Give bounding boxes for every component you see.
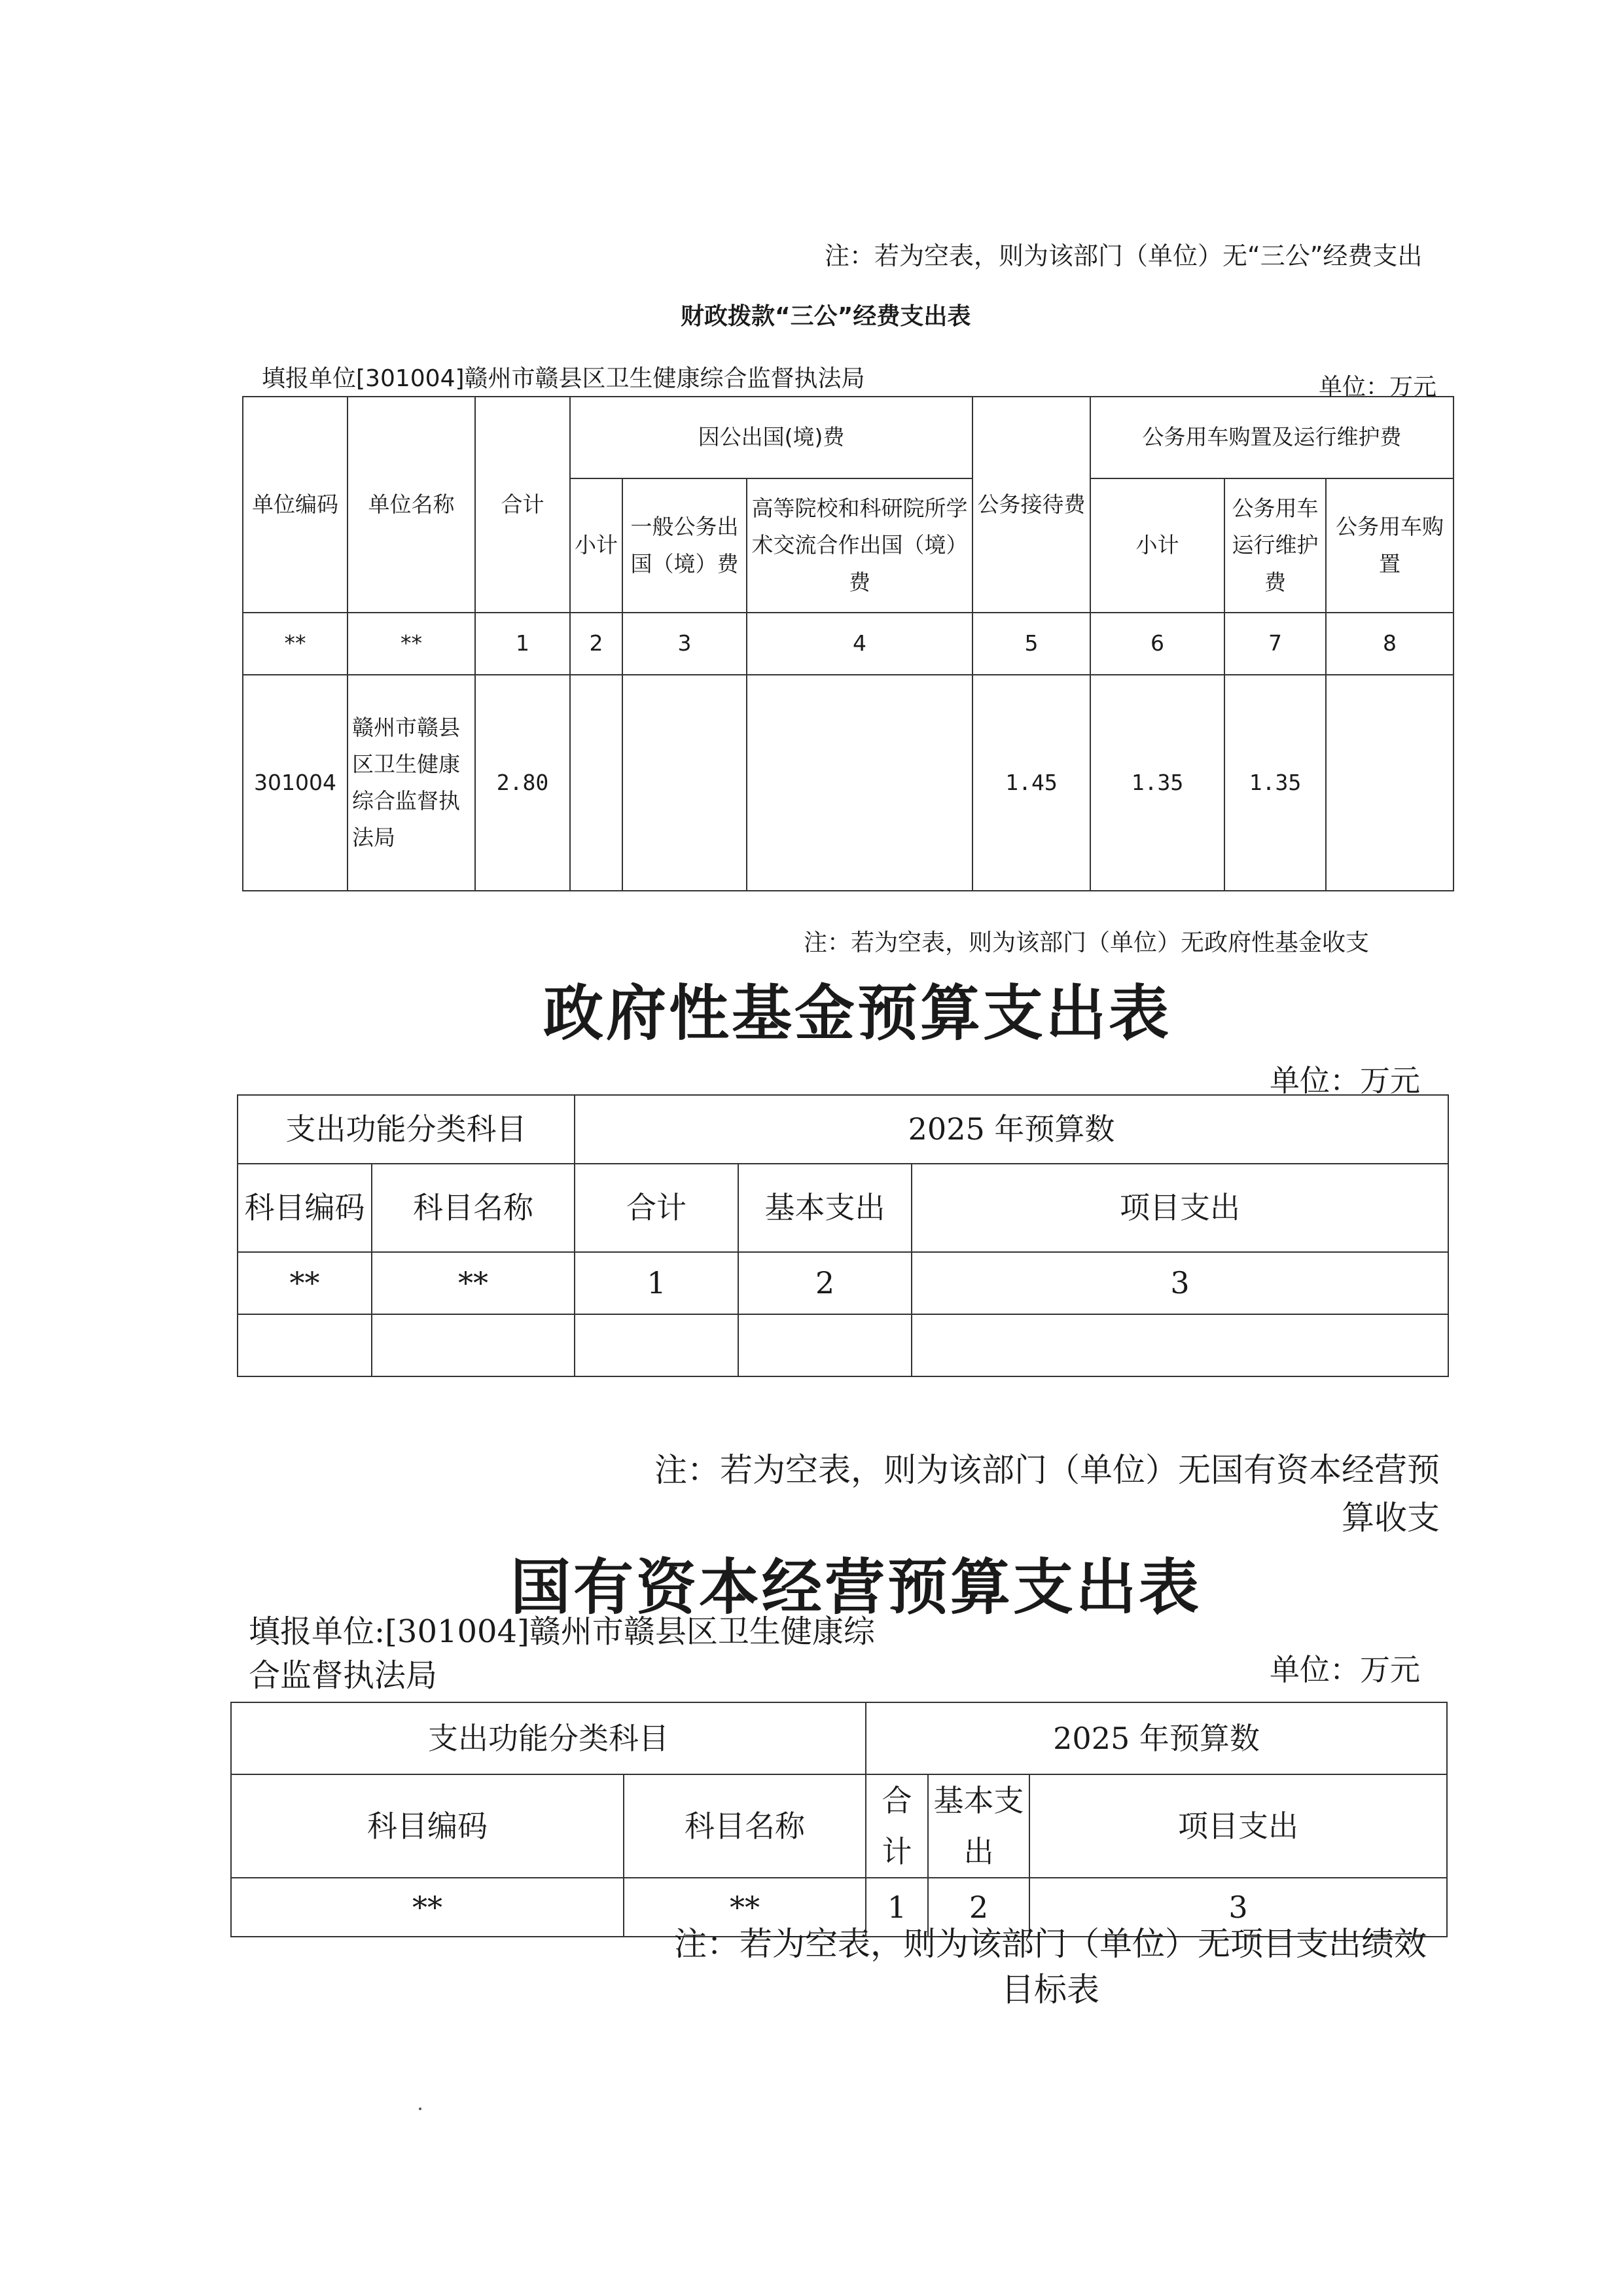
header-abroad: 因公出国(境)费 bbox=[570, 397, 972, 478]
unit-name: 赣州市赣县区卫生健康综合监督执法局 bbox=[348, 675, 475, 891]
header-project: 项目支出 bbox=[1029, 1774, 1447, 1878]
index-cell: 6 bbox=[1090, 613, 1224, 675]
index-cell: 3 bbox=[912, 1252, 1448, 1314]
header-code: 单位编码 bbox=[243, 397, 348, 613]
index-row bbox=[238, 1252, 1448, 1314]
index-cell: 2 bbox=[570, 613, 622, 675]
index-cell: 8 bbox=[1326, 613, 1454, 675]
index-cell: 3 bbox=[1029, 1878, 1447, 1937]
header-total: 合计 bbox=[575, 1164, 738, 1252]
index-cell: ** bbox=[348, 613, 475, 675]
header-abroad-academic: 高等院校和科研院所学术交流合作出国（境）费 bbox=[747, 478, 972, 613]
note-government-fund: 注：若为空表，则为该部门（单位）无政府性基金收支 bbox=[804, 929, 1370, 956]
note-three-public: 注：若为空表，则为该部门（单位）无“三公”经费支出 bbox=[825, 242, 1423, 270]
header-total: 合计 bbox=[475, 397, 570, 613]
header-reception: 公务接待费 bbox=[972, 397, 1090, 613]
table-row bbox=[243, 675, 1454, 891]
table-title-state-capital: 国有资本经营预算支出表 bbox=[510, 1552, 1202, 1623]
state-capital-table bbox=[230, 1702, 1448, 1937]
vehicle-buy-value bbox=[1326, 675, 1454, 891]
header-total: 合计 bbox=[866, 1774, 928, 1878]
abroad-general-value bbox=[622, 675, 747, 891]
vehicle-subtotal-value: 1.35 bbox=[1090, 675, 1224, 891]
header-category: 支出功能分类科目 bbox=[231, 1702, 866, 1774]
empty-cell bbox=[372, 1314, 575, 1376]
vehicle-run-value: 1.35 bbox=[1224, 675, 1326, 891]
abroad-academic-value bbox=[747, 675, 972, 891]
index-cell: ** bbox=[238, 1252, 372, 1314]
index-cell: ** bbox=[372, 1252, 575, 1314]
index-cell: 2 bbox=[738, 1252, 912, 1314]
index-cell: ** bbox=[243, 613, 348, 675]
index-cell: 5 bbox=[972, 613, 1090, 675]
header-category: 支出功能分类科目 bbox=[238, 1095, 575, 1164]
header-budget: 2025 年预算数 bbox=[866, 1702, 1447, 1774]
index-row bbox=[243, 613, 1454, 675]
empty-cell bbox=[238, 1314, 372, 1376]
unit-label: 单位：万元 bbox=[1270, 1652, 1420, 1687]
header-abroad-subtotal: 小计 bbox=[570, 478, 622, 613]
header-abroad-general: 一般公务出国（境）费 bbox=[622, 478, 747, 613]
table-title-government-fund: 政府性基金预算支出表 bbox=[543, 978, 1172, 1049]
unit-label: 单位：万元 bbox=[1319, 374, 1437, 401]
fill-unit: 填报单位:[301004]赣州市赣县区卫生健康综合监督执法局 bbox=[249, 1613, 875, 1695]
empty-cell bbox=[738, 1314, 912, 1376]
unit-code: 301004 bbox=[243, 675, 348, 891]
index-cell: 4 bbox=[747, 613, 972, 675]
reception-value: 1.45 bbox=[972, 675, 1090, 891]
empty-cell bbox=[575, 1314, 738, 1376]
note-performance-targets: 注：若为空表，则为该部门（单位）无项目支出绩效目标表 bbox=[674, 1925, 1427, 2009]
table-title-three-public: 财政拨款“三公”经费支出表 bbox=[681, 303, 971, 330]
header-vehicle-buy: 公务用车购置 bbox=[1326, 478, 1454, 613]
government-fund-table bbox=[237, 1094, 1449, 1377]
index-cell: 1 bbox=[866, 1878, 928, 1937]
index-cell: 2 bbox=[928, 1878, 1029, 1937]
header-code: 科目编码 bbox=[231, 1774, 624, 1878]
header-name: 科目名称 bbox=[624, 1774, 866, 1878]
fill-unit: 填报单位[301004]赣州市赣县区卫生健康综合监督执法局 bbox=[262, 365, 865, 392]
note-state-capital: 注：若为空表，则为该部门（单位）无国有资本经营预算收支 bbox=[654, 1451, 1440, 1537]
header-basic: 基本支出 bbox=[928, 1774, 1029, 1878]
table-row bbox=[238, 1314, 1448, 1376]
header-budget: 2025 年预算数 bbox=[575, 1095, 1448, 1164]
total-value: 2.80 bbox=[475, 675, 570, 891]
scan-speck bbox=[419, 2108, 421, 2110]
header-name: 单位名称 bbox=[348, 397, 475, 613]
index-cell: 1 bbox=[575, 1252, 738, 1314]
index-cell: 7 bbox=[1224, 613, 1326, 675]
header-vehicle: 公务用车购置及运行维护费 bbox=[1090, 397, 1454, 478]
unit-label: 单位：万元 bbox=[1270, 1063, 1420, 1098]
abroad-subtotal-value bbox=[570, 675, 622, 891]
index-cell: ** bbox=[624, 1878, 866, 1937]
index-cell: 3 bbox=[622, 613, 747, 675]
header-name: 科目名称 bbox=[372, 1164, 575, 1252]
index-cell: 1 bbox=[475, 613, 570, 675]
header-vehicle-subtotal: 小计 bbox=[1090, 478, 1224, 613]
header-code: 科目编码 bbox=[238, 1164, 372, 1252]
header-project: 项目支出 bbox=[912, 1164, 1448, 1252]
empty-cell bbox=[912, 1314, 1448, 1376]
header-basic: 基本支出 bbox=[738, 1164, 912, 1252]
header-vehicle-run: 公务用车运行维护费 bbox=[1224, 478, 1326, 613]
three-public-table bbox=[242, 396, 1454, 891]
index-cell: ** bbox=[231, 1878, 624, 1937]
